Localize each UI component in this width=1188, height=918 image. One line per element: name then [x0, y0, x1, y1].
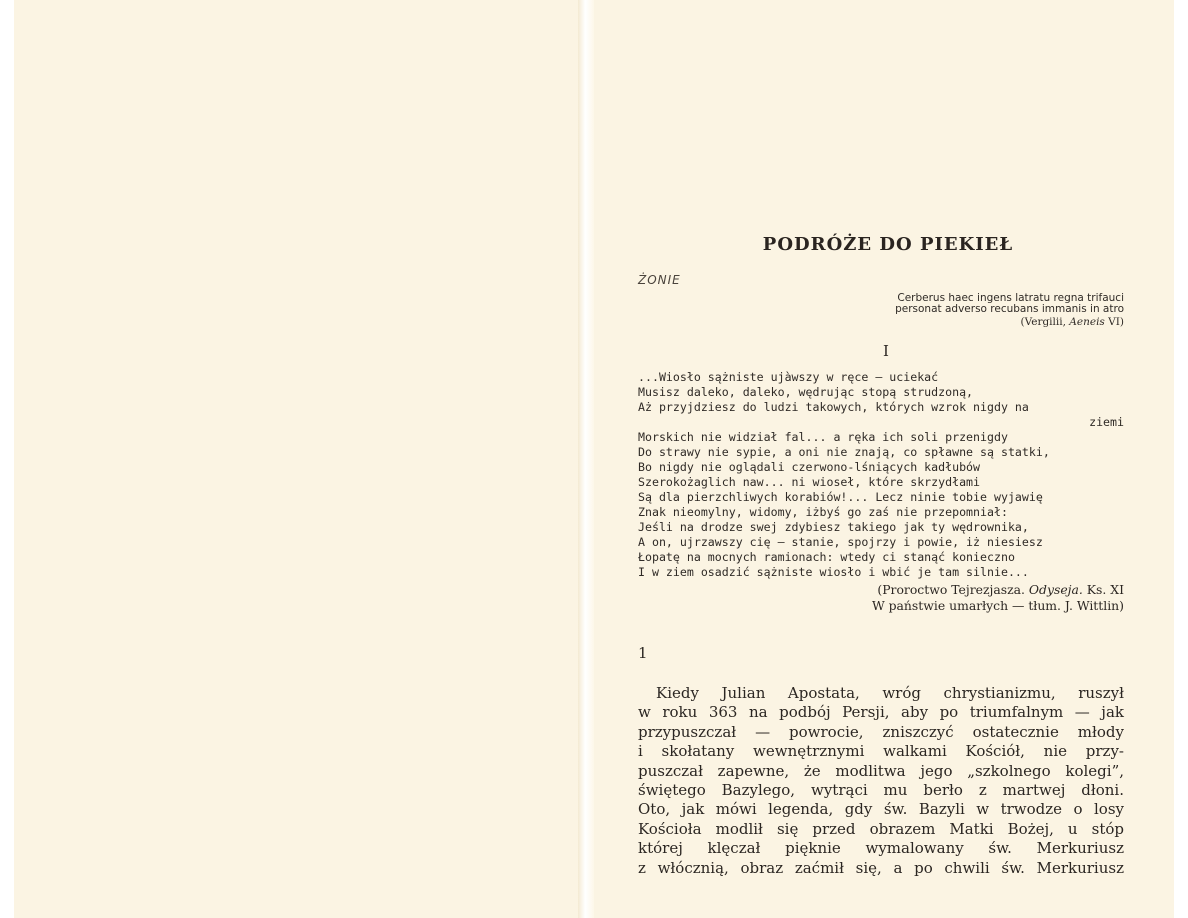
prose-paragraph — [638, 684, 1124, 878]
source-suffix: Ks. XI — [1082, 582, 1124, 597]
right-page — [594, 0, 1174, 918]
poem-line: Morskich nie widział fal... a ręka ich soli przenigdy — [638, 430, 1008, 444]
prose-line: puszczał zapewne, że modlitwa jego „szkolnego kolegi”, — [638, 761, 1124, 780]
prose-line: z włócznią, obraz zaćmił się, a po chwili św. Merkuriusz — [638, 858, 1124, 877]
section-number: 1 — [638, 644, 648, 662]
prose-line: Oto, jak mówi legenda, gdy św. Bazyli w trwodze o losy — [638, 800, 1124, 819]
epigraph-line: Cerberus haec ingens latratu regna trifauci — [897, 292, 1124, 304]
citation-suffix: VI) — [1104, 316, 1124, 328]
prose-line: świętego Bazylego, wytrąci mu berło z martwej dłoni. — [638, 781, 1124, 800]
poem-line: Są dla pierzchliwych korabiów!... Lecz ninie tobie wyjawię — [638, 490, 1043, 504]
prose-line: której klęczał pięknie wymalowany św. Merkuriusz — [638, 839, 1124, 858]
poem-line: Aż przyjdziesz do ludzi takowych, których wzrok nigdy na — [638, 400, 1029, 414]
source-line-1 — [638, 582, 1124, 598]
epigraph — [638, 293, 1124, 328]
epigraph-citation — [638, 317, 1124, 328]
poem-line: Szerokożaglich naw... ni wioseł, które skrzydłami — [638, 475, 981, 489]
poem-line: Do strawy nie sypie, a oni nie znają, co spławne są statki, — [638, 445, 1050, 459]
poem-source — [638, 582, 1124, 614]
poem-line: Znak nieomylny, widomy, iżbyś go zaś nie przepomniał: — [638, 505, 1008, 519]
dedication: ŻONIE — [638, 273, 681, 287]
left-page-blank — [14, 0, 578, 918]
poem-line: ...Wiosło sążniste ujàwszy w ręce — uciekać — [638, 370, 939, 384]
poem-line: A on, ujrzawszy cię — stanie, spojrzy i powie, iż niesiesz — [638, 535, 1043, 549]
poem-line: Bo nigdy nie oglądali czerwono-lśniących kadłubów — [638, 460, 981, 474]
epigraph-line: personat adverso recubans immanis in atro — [895, 303, 1124, 315]
poem-line: I w ziem osadzić sążniste wiosło i wbić je tam silnie... — [638, 565, 1029, 579]
prose-line: Kościoła modlił się przed obrazem Matki Bożej, u stóp — [638, 819, 1124, 838]
poem-line: Musisz daleko, daleko, wędrując stopą strudzoną, — [638, 385, 974, 399]
source-line-2: W państwie umarłych — tłum. J. Wittlin) — [871, 598, 1124, 613]
book-gutter — [578, 0, 594, 918]
poem-line: Łopatę na mocnych ramionach: wtedy ci stanąć koniecznо — [638, 550, 1015, 564]
prose-line: Kiedy Julian Apostata, wróg chrystianizmu, ruszył — [656, 684, 1124, 702]
prose-line: w roku 363 na podbój Persji, aby po triumfalnym — jak — [638, 703, 1124, 722]
citation-prefix: (Vergilii, — [1020, 316, 1070, 328]
poem-line: Jeśli na drodze swej zdybiesz takiego jak ty wędrownika, — [638, 520, 1029, 534]
poem-line-carry: ziemi — [1089, 415, 1124, 429]
page-content — [638, 234, 1124, 878]
part-numeral: I — [883, 342, 889, 360]
source-prefix: (Proroctwo Tejrezjasza. — [877, 582, 1029, 597]
poem — [638, 370, 1124, 580]
source-work: Odyseja. — [1028, 582, 1083, 597]
citation-work: Aeneis — [1069, 316, 1105, 328]
prose-line: przypuszczał — powrocie, zniszczyć ostatecznie młody — [638, 722, 1124, 741]
chapter-title: PODRÓŻE DO PIEKIEŁ — [762, 234, 1014, 255]
prose-line: i skołatany wewnętrznymi walkami Kościół, nie przy- — [638, 742, 1124, 761]
